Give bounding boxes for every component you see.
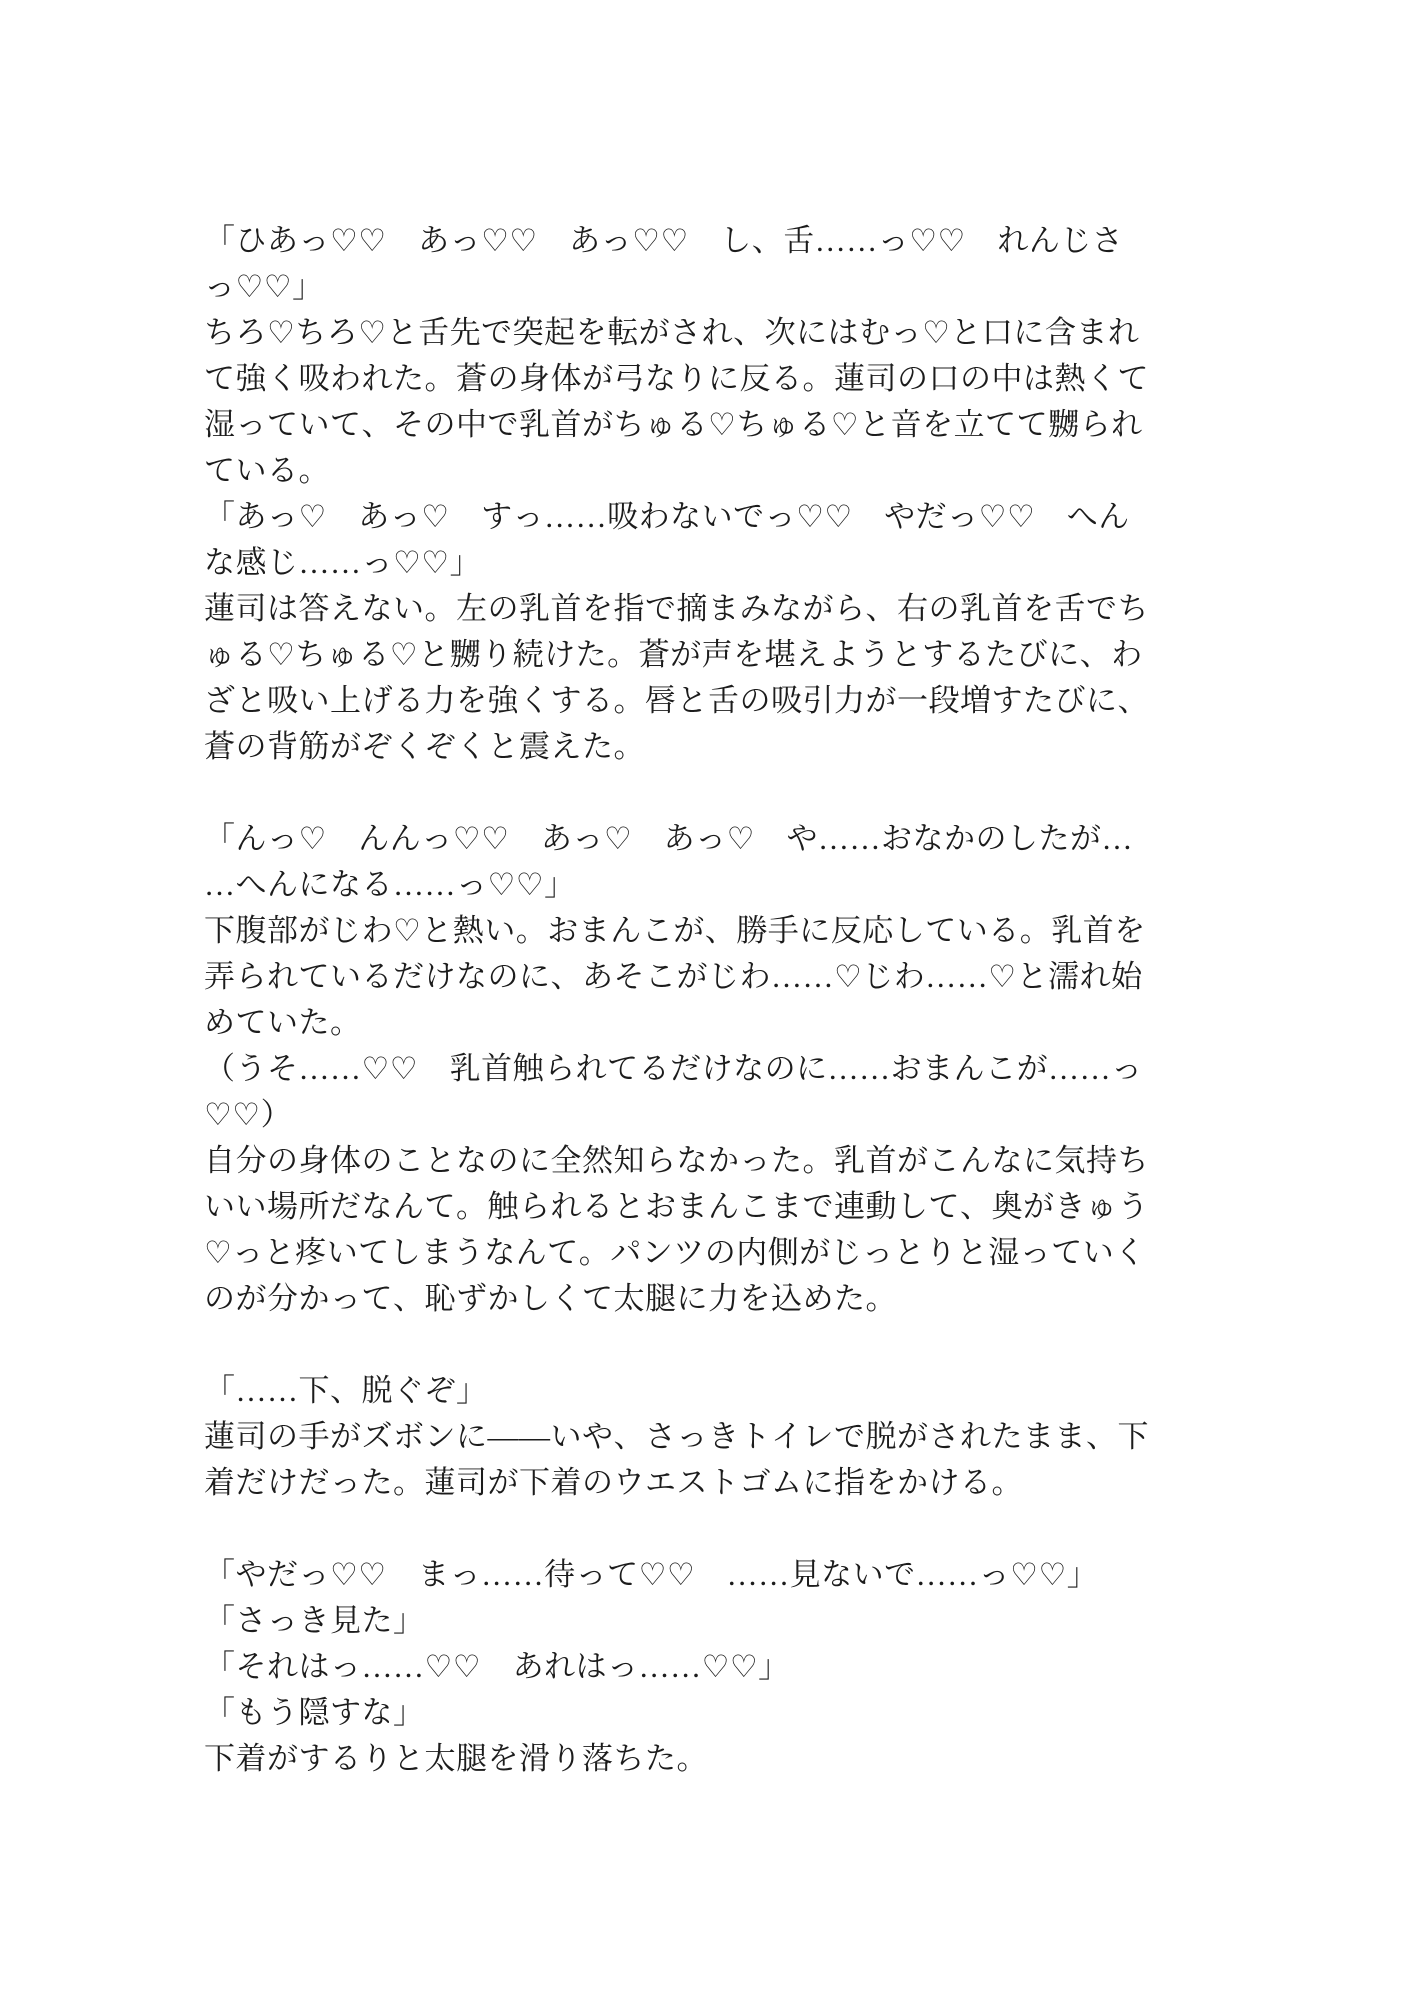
text-line: 「さっき見た」 [204, 1603, 425, 1638]
text-line: ♡♡） [204, 1097, 293, 1132]
text-line: 蓮司は答えない。左の乳首を指で摘まみながら、右の乳首を舌でち [204, 591, 1149, 626]
text-line: な感じ……っ♡♡」 [204, 545, 482, 580]
text-line: 「それはっ……♡♡ あれはっ……♡♡」 [204, 1649, 790, 1684]
text-block [204, 218, 1204, 1782]
text-line: ている。 [204, 453, 330, 488]
text-line: 「んっ♡ んんっ♡♡ あっ♡ あっ♡ や……おなかのしたが… [204, 821, 1133, 856]
text-line: ♡っと疼いてしまうなんて。パンツの内側がじっとりと湿っていく [204, 1235, 1146, 1270]
text-line: ざと吸い上げる力を強くする。唇と舌の吸引力が一段増すたびに、 [204, 683, 1149, 718]
text-line: 下腹部がじわ♡と熱い。おまんこが、勝手に反応している。乳首を [204, 913, 1146, 948]
text-line: のが分かって、恥ずかしくて太腿に力を込めた。 [204, 1281, 897, 1316]
text-line: 自分の身体のことなのに全然知らなかった。乳首がこんなに気持ち [204, 1143, 1149, 1178]
text-line: （うそ……♡♡ 乳首触られてるだけなのに……おまんこが……っ [204, 1051, 1143, 1086]
text-line: 「やだっ♡♡ まっ……待って♡♡ ……見ないで……っ♡♡」 [204, 1557, 1099, 1592]
blank-line [204, 1506, 1204, 1552]
text-line: 「もう隠すな」 [204, 1695, 425, 1730]
text-line: 着だけだった。蓮司が下着のウエストゴムに指をかける。 [204, 1465, 1023, 1500]
text-line: 「ひあっ♡♡ あっ♡♡ あっ♡♡ し、舌……っ♡♡ れんじさ [204, 223, 1124, 258]
text-line: めていた。 [204, 1005, 362, 1040]
text-line: ゅる♡ちゅる♡と嬲り続けた。蒼が声を堪えようとするたびに、わ [204, 637, 1143, 672]
text-line: っ♡♡」 [204, 269, 324, 304]
text-line: いい場所だなんて。触られるとおまんこまで連動して、奥がきゅう [204, 1189, 1149, 1224]
text-line: 「……下、脱ぐぞ」 [204, 1373, 488, 1408]
text-line: 湿っていて、その中で乳首がちゅる♡ちゅる♡と音を立てて嬲られ [204, 407, 1143, 442]
text-line: 弄られているだけなのに、あそこがじわ……♡じわ……♡と濡れ始 [204, 959, 1143, 994]
text-line: 蒼の背筋がぞくぞくと震えた。 [204, 729, 645, 764]
blank-line [204, 770, 1204, 816]
text-line: 「あっ♡ あっ♡ すっ……吸わないでっ♡♡ やだっ♡♡ へん [204, 499, 1130, 534]
text-line: 下着がするりと太腿を滑り落ちた。 [204, 1741, 708, 1776]
text-line: …へんになる……っ♡♡」 [204, 867, 576, 902]
text-line: て強く吸われた。蒼の身体が弓なりに反る。蓮司の口の中は熱くて [204, 361, 1149, 396]
text-line: ちろ♡ちろ♡と舌先で突起を転がされ、次にはむっ♡と口に含まれ [204, 315, 1140, 350]
blank-line [204, 1322, 1204, 1368]
text-line: 蓮司の手がズボンに——いや、さっきトイレで脱がされたまま、下 [204, 1419, 1149, 1454]
